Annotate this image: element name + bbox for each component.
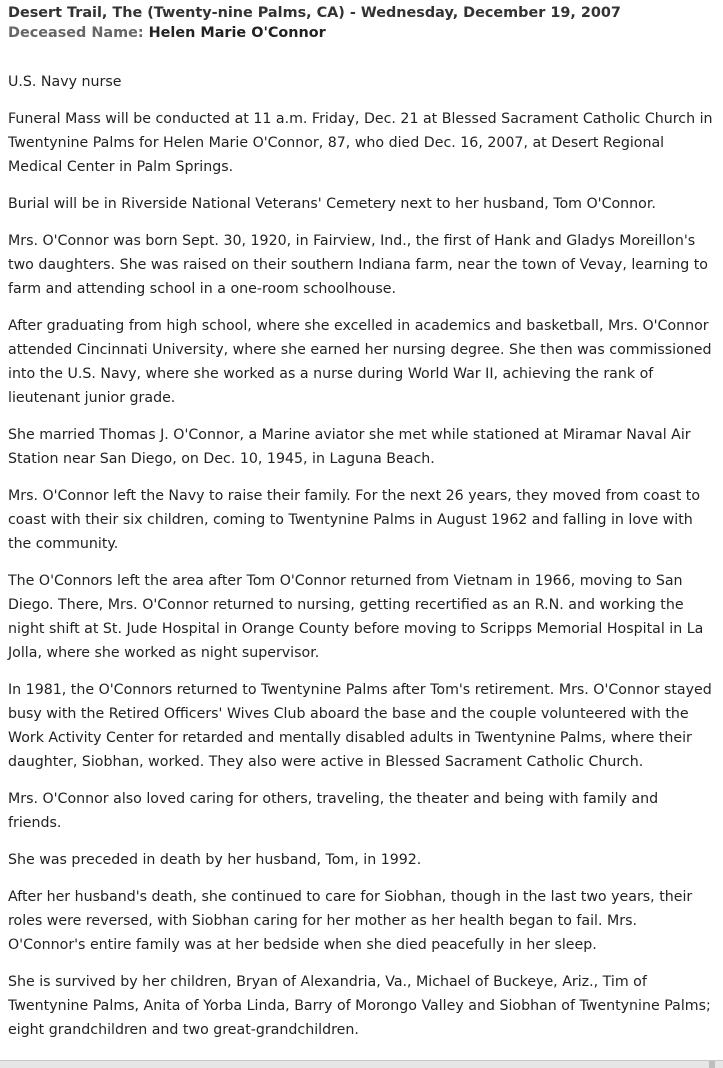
paragraph-subtitle: U.S. Navy nurse — [8, 74, 122, 90]
horizontal-scrollbar[interactable] — [0, 1060, 723, 1068]
paragraph-interests: Mrs. O'Connor also loved caring for others, traveling, the theater and being with family and friends. — [8, 791, 659, 831]
paragraph-early-life: Mrs. O'Connor was born Sept. 30, 1920, in Fairview, Ind., the first of Hank and Gladys Moreillon's two daughters. She was raised on their southern Indiana farm, near the town of Vevay, learning to farm and attending school in a one-room schoolhouse. — [8, 233, 708, 297]
paragraph-return: In 1981, the O'Connors returned to Twentynine Palms after Tom's retirement. Mrs. O'Connor stayed busy with the Retired Officers' Wives Club aboard the base and the couple volunteered with the Work Activity Center for retarded and mentally disabled adults in Twentynine Palms, where their daughter, Siobhan, worked. They also were active in Blessed Sacrament Catholic Church. — [8, 682, 712, 770]
deceased-name-heading — [8, 24, 715, 42]
deceased-name-value: Helen Marie O'Connor — [148, 25, 326, 41]
scrollbar-thumb[interactable] — [709, 1061, 715, 1068]
obituary-body — [8, 70, 715, 1042]
paragraph-later-years: After her husband's death, she continued to care for Siobhan, though in the last two years, their roles were reversed, with Siobhan caring for her mother as her health began to fail. Mrs. O'Connor's entire family was at her bedside when she died peacefully in her sleep. — [8, 889, 693, 953]
paragraph-family-moves: Mrs. O'Connor left the Navy to raise their family. For the next 26 years, they moved from coast to coast with their six children, coming to Twentynine Palms in August 1962 and falling in love with the community. — [8, 488, 701, 552]
paragraph-marriage: She married Thomas J. O'Connor, a Marine aviator she met while stationed at Miramar Naval Air Station near San Diego, on Dec. 10, 1945, in Laguna Beach. — [8, 427, 691, 467]
paragraph-burial: Burial will be in Riverside National Veterans' Cemetery next to her husband, Tom O'Connor. — [8, 196, 656, 212]
paragraph-preceded: She was preceded in death by her husband, Tom, in 1992. — [8, 852, 422, 868]
obituary-page — [0, 4, 723, 1068]
paragraph-survivors: She is survived by her children, Bryan of Alexandria, Va., Michael of Buckeye, Ariz., Tim of Twentynine Palms, Anita of Yorba Linda, Barry of Morongo Valley and Siobhan of Twentynine Palms; eight grandchildren and two great-grandchildren. — [8, 974, 711, 1038]
source-and-date-heading: Desert Trail, The (Twenty-nine Palms, CA) - Wednesday, December 19, 2007 — [8, 5, 621, 21]
paragraph-san-diego: The O'Connors left the area after Tom O'Connor returned from Vietnam in 1966, moving to San Diego. There, Mrs. O'Connor returned to nursing, getting recertified as an R.N. and working the night shift at St. Jude Hospital in Orange County before moving to Scripps Memorial Hospital in La Jolla, where she worked as night supervisor. — [8, 573, 704, 661]
deceased-name-label: Deceased Name: — [8, 25, 144, 41]
paragraph-funeral-mass: Funeral Mass will be conducted at 11 a.m. Friday, Dec. 21 at Blessed Sacrament Catholic Church in Twentynine Palms for Helen Marie O'Connor, 87, who died Dec. 16, 2007, at Desert Regional Medical Center in Palm Springs. — [8, 111, 713, 175]
paragraph-education-navy: After graduating from high school, where she excelled in academics and basketball, Mrs. O'Connor attended Cincinnati University, where she earned her nursing degree. She then was commissioned into the U.S. Navy, where she worked as a nurse during World War II, achieving the rank of lieutenant junior grade. — [8, 318, 712, 406]
